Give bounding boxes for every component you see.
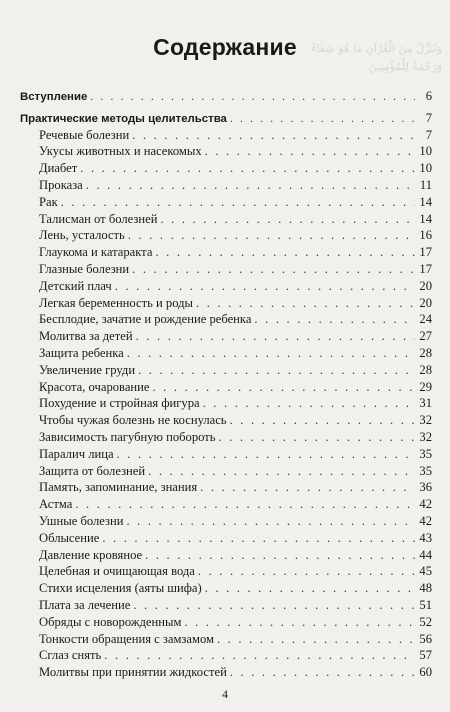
toc-entry bbox=[20, 530, 432, 547]
toc-entry bbox=[20, 194, 432, 211]
dot-leader bbox=[155, 244, 415, 261]
dot-leader bbox=[230, 111, 415, 128]
toc-entry-page: 10 bbox=[419, 144, 432, 159]
toc-entry-title: Сглаз снять bbox=[39, 648, 102, 663]
toc-entry-title: Чтобы чужая болезнь не коснулась bbox=[39, 413, 227, 428]
dot-leader bbox=[80, 160, 415, 177]
toc-entry-title: Похудение и стройная фигура bbox=[39, 396, 200, 411]
toc-entry bbox=[20, 631, 432, 648]
dot-leader bbox=[205, 580, 415, 597]
dot-leader bbox=[254, 311, 415, 328]
dot-leader bbox=[198, 563, 415, 580]
toc-entry-title: Астма bbox=[39, 497, 73, 512]
watermark-line: وَنُنَزِّلُ مِنَ الْقُرْآنِ مَا هُوَ شِفَاءٌ bbox=[311, 42, 442, 55]
toc-entry bbox=[20, 547, 432, 564]
toc-entry-title: Увеличение груди bbox=[39, 362, 136, 377]
page-number: 4 bbox=[222, 687, 228, 701]
toc-entry-title: Память, запоминание, знания bbox=[39, 480, 198, 495]
toc-entry bbox=[20, 513, 432, 530]
dot-leader bbox=[200, 479, 415, 496]
toc-entry-page: 14 bbox=[419, 211, 432, 226]
toc-entry-page: 51 bbox=[419, 597, 432, 612]
toc-entry-title: Вступление bbox=[20, 91, 88, 103]
toc-entry-title: Ушные болезни bbox=[39, 513, 124, 528]
toc-entry-title: Целебная и очищающая вода bbox=[39, 564, 195, 579]
toc-entry-title: Молитвы при принятии жидкостей bbox=[39, 665, 227, 680]
toc-entry bbox=[20, 143, 432, 160]
toc-entry-page: 45 bbox=[419, 564, 432, 579]
toc-entry bbox=[20, 395, 432, 412]
toc-entry-page: 32 bbox=[419, 429, 432, 444]
toc-entry-page: 11 bbox=[419, 177, 432, 192]
toc-entry-page: 31 bbox=[419, 396, 432, 411]
dot-leader bbox=[61, 194, 415, 211]
toc-entry-title: Красота, очарование bbox=[39, 379, 150, 394]
dot-leader bbox=[102, 530, 415, 547]
toc-entry-page: 32 bbox=[419, 413, 432, 428]
toc-entry bbox=[20, 463, 432, 480]
toc-entry-page: 27 bbox=[419, 329, 432, 344]
toc-entry-title: Глаукома и катаракта bbox=[39, 245, 153, 260]
toc-entry-title: Глазные болезни bbox=[39, 261, 130, 276]
toc-entry-title: Проказа bbox=[39, 177, 83, 192]
toc-entry-title: Защита от болезней bbox=[39, 463, 146, 478]
toc-entry-title: Стихи исцеления (аяты шифа) bbox=[39, 581, 202, 596]
toc-entry-page: 28 bbox=[419, 362, 432, 377]
dot-leader bbox=[205, 143, 415, 160]
toc-entry-page: 10 bbox=[419, 161, 432, 176]
dot-leader bbox=[86, 177, 415, 194]
toc-entry bbox=[20, 244, 432, 261]
toc-entry-title: Давление кровяное bbox=[39, 547, 143, 562]
dot-leader bbox=[127, 345, 415, 362]
dot-leader bbox=[230, 664, 415, 681]
toc-entry bbox=[20, 211, 432, 228]
toc-entry bbox=[20, 479, 432, 496]
toc-entry-page: 35 bbox=[419, 463, 432, 478]
dot-leader bbox=[230, 412, 415, 429]
toc-entry bbox=[20, 328, 432, 345]
toc-entry bbox=[20, 614, 432, 631]
toc-entry-page: 35 bbox=[419, 446, 432, 461]
toc-entry bbox=[20, 580, 432, 597]
toc-entry bbox=[20, 429, 432, 446]
page-title: Содержание bbox=[153, 34, 297, 60]
toc-entry bbox=[20, 88, 432, 105]
dot-leader bbox=[196, 295, 415, 312]
toc-entry-page: 44 bbox=[419, 547, 432, 562]
toc-entry bbox=[20, 227, 432, 244]
toc-entry-page: 57 bbox=[419, 648, 432, 663]
toc-entry-page: 7 bbox=[425, 127, 432, 142]
toc-entry-page: 52 bbox=[419, 614, 432, 629]
dot-leader bbox=[115, 278, 415, 295]
toc-entry-page: 17 bbox=[419, 245, 432, 260]
dot-leader bbox=[145, 547, 415, 564]
table-of-contents bbox=[20, 88, 432, 681]
dot-leader bbox=[132, 261, 415, 278]
toc-entry bbox=[20, 160, 432, 177]
toc-entry-title: Лень, усталость bbox=[39, 228, 125, 243]
toc-entry bbox=[20, 597, 432, 614]
toc-entry-page: 60 bbox=[419, 665, 432, 680]
toc-entry-page: 36 bbox=[419, 480, 432, 495]
dot-leader bbox=[117, 446, 415, 463]
toc-entry-page: 17 bbox=[419, 261, 432, 276]
toc-entry-title: Плата за лечение bbox=[39, 597, 131, 612]
toc-entry-page: 16 bbox=[419, 228, 432, 243]
dot-leader bbox=[90, 89, 415, 106]
dot-leader bbox=[133, 597, 415, 614]
toc-entry-title: Практические методы целительства bbox=[20, 112, 227, 125]
toc-entry-title: Паралич лица bbox=[39, 446, 114, 461]
toc-entry-title: Речевые болезни bbox=[39, 127, 130, 142]
toc-entry bbox=[20, 446, 432, 463]
toc-entry-title: Обряды с новорожденным bbox=[39, 614, 182, 629]
toc-entry-page: 6 bbox=[425, 89, 432, 103]
dot-leader bbox=[126, 513, 415, 530]
toc-entry bbox=[20, 379, 432, 396]
dot-leader bbox=[148, 463, 415, 480]
dot-leader bbox=[128, 227, 415, 244]
toc-entry-page: 14 bbox=[419, 194, 432, 209]
toc-entry-title: Укусы животных и насекомых bbox=[39, 144, 202, 159]
toc-entry-title: Тонкости обращения с замзамом bbox=[39, 631, 214, 646]
toc-entry-title: Талисман от болезней bbox=[39, 211, 158, 226]
toc-entry-page: 29 bbox=[419, 379, 432, 394]
toc-entry-page: 56 bbox=[419, 631, 432, 646]
toc-entry-page: 43 bbox=[419, 530, 432, 545]
toc-entry bbox=[20, 110, 432, 127]
toc-entry bbox=[20, 664, 432, 681]
dot-leader bbox=[184, 614, 415, 631]
dot-leader bbox=[136, 328, 415, 345]
toc-entry-page: 24 bbox=[419, 312, 432, 327]
dot-leader bbox=[219, 429, 415, 446]
toc-entry-title: Молитва за детей bbox=[39, 329, 133, 344]
dot-leader bbox=[152, 379, 415, 396]
toc-entry bbox=[20, 362, 432, 379]
toc-entry bbox=[20, 647, 432, 664]
toc-entry-page: 28 bbox=[419, 345, 432, 360]
toc-entry bbox=[20, 345, 432, 362]
toc-entry-page: 20 bbox=[419, 278, 432, 293]
toc-entry-page: 48 bbox=[419, 581, 432, 596]
toc-entry-title: Защита ребенка bbox=[39, 345, 124, 360]
toc-entry bbox=[20, 177, 432, 194]
toc-entry-page: 42 bbox=[419, 497, 432, 512]
toc-entry bbox=[20, 278, 432, 295]
toc-entry-title: Детский плач bbox=[39, 278, 112, 293]
toc-entry-title: Зависимость пагубную побороть bbox=[39, 429, 216, 444]
toc-entry bbox=[20, 261, 432, 278]
toc-entry bbox=[20, 295, 432, 312]
toc-entry bbox=[20, 311, 432, 328]
toc-entry bbox=[20, 496, 432, 513]
dot-leader bbox=[132, 127, 415, 144]
toc-entry-title: Диабет bbox=[39, 161, 78, 176]
dot-leader bbox=[203, 395, 415, 412]
toc-entry-title: Облысение bbox=[39, 530, 100, 545]
toc-entry bbox=[20, 127, 432, 144]
toc-entry-title: Бесплодие, зачатие и рождение ребенка bbox=[39, 312, 252, 327]
dot-leader bbox=[104, 647, 415, 664]
dot-leader bbox=[75, 496, 415, 513]
toc-entry-title: Легкая беременность и роды bbox=[39, 295, 194, 310]
toc-entry-page: 20 bbox=[419, 295, 432, 310]
toc-entry bbox=[20, 412, 432, 429]
dot-leader bbox=[160, 211, 415, 228]
watermark-line: وَرَحْمَةٌ لِلْمُؤْمِنِينَ bbox=[368, 60, 442, 73]
toc-entry-title: Рак bbox=[39, 194, 58, 209]
toc-entry bbox=[20, 563, 432, 580]
toc-entry-page: 42 bbox=[419, 513, 432, 528]
toc-entry-page: 7 bbox=[425, 110, 432, 125]
dot-leader bbox=[138, 362, 415, 379]
dot-leader bbox=[217, 631, 415, 648]
